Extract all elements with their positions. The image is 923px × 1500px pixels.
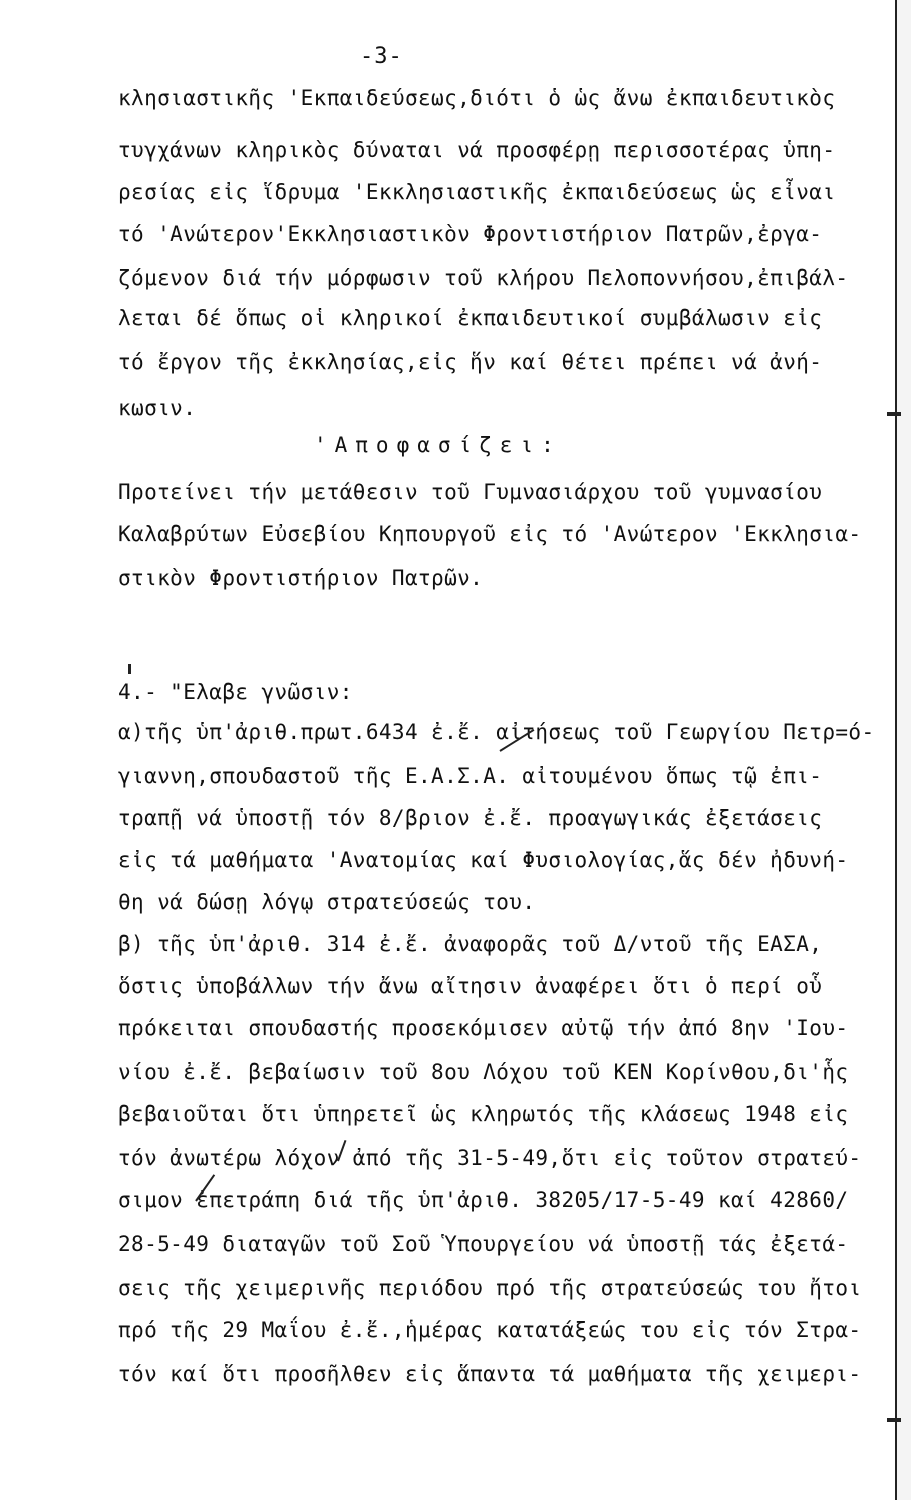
text-line: γιαννη,σπουδαστοῦ τῆς Ε.Α.Σ.Α. αἰτουμένου ὅπως τῷ ἐπι- bbox=[118, 764, 823, 788]
text-line: 4.- "Ελαβε γνῶσιν: bbox=[118, 680, 353, 704]
text-line: Καλαβρύτων Εὐσεβίου Κηπουργοῦ εἰς τό 'Ανώτερον 'Εκκλησια- bbox=[118, 522, 862, 546]
text-line: βεβαιοῦται ὅτι ὑπηρετεῖ ὡς κληρωτός τῆς κλάσεως 1948 εἰς bbox=[118, 1102, 849, 1126]
text-line: τόν καί ὅτι προσῆλθεν εἰς ἅπαντα τά μαθήματα τῆς χειμερι- bbox=[118, 1362, 862, 1386]
text-line: κλησιαστικῆς 'Εκπαιδεύσεως,διότι ὁ ὡς ἄνω ἐκπαιδευτικὸς bbox=[118, 86, 836, 110]
text-line: νίου ἐ.ἔ. βεβαίωσιν τοῦ 8ου Λόχου τοῦ ΚΕΝ Κορίνθου,δι'ἧς bbox=[118, 1060, 849, 1084]
text-line: πρό τῆς 29 Μαΐου ἐ.ἔ.,ἡμέρας κατατάξεώς του εἰς τόν Στρα- bbox=[118, 1318, 862, 1342]
text-line: θη νά δώσῃ λόγῳ στρατεύσεώς του. bbox=[118, 890, 536, 914]
text-line: β) τῆς ὑπ'ἀριθ. 314 ἐ.ἔ. ἀναφορᾶς τοῦ Δ/ντοῦ τῆς ΕΑΣΑ, bbox=[118, 932, 823, 956]
text-line: ζόμενον διά τήν μόρφωσιν τοῦ κλήρου Πελοποννήσου,ἐπιβάλ- bbox=[118, 266, 849, 290]
decision-heading: 'Αποφασίζει: bbox=[314, 433, 562, 457]
margin-mark bbox=[887, 1418, 901, 1422]
margin-mark bbox=[887, 412, 901, 416]
text-line: εἰς τά μαθήματα 'Ανατομίας καί Φυσιολογίας,ἅς δέν ἠδυνή- bbox=[118, 848, 849, 872]
text-line: 28-5-49 διαταγῶν τοῦ Σοῦ Ὑπουργείου νά ὑποστῇ τάς ἐξετά- bbox=[118, 1232, 849, 1256]
text-line: α)τῆς ὑπ'ἀριθ.πρωτ.6434 ἐ.ἔ. αἰτήσεως τοῦ Γεωργίου Πετρ=ό- bbox=[118, 720, 875, 744]
text-line: λεται δέ ὅπως οἱ κληρικοί ἐκπαιδευτικοί συμβάλωσιν εἰς bbox=[118, 306, 823, 330]
page-edge bbox=[895, 0, 911, 1500]
text-line: τόν ἀνωτέρω λόχον ἀπό τῆς 31-5-49,ὅτι εἰς τοῦτον στρατεύ- bbox=[118, 1146, 862, 1170]
ink-mark bbox=[128, 664, 131, 674]
text-line: τυγχάνων κληρικὸς δύναται νά προσφέρῃ περισσοτέρας ὑπη- bbox=[118, 138, 836, 162]
text-line: τό 'Ανώτερον'Εκκλησιαστικὸν Φροντιστήριον Πατρῶν,ἐργα- bbox=[118, 222, 823, 246]
text-line: σιμον ἐπετράπη διά τῆς ὑπ'ἀριθ. 38205/17-5-49 καί 42860/ bbox=[118, 1188, 849, 1212]
text-line: πρόκειται σπουδαστής προσεκόμισεν αὐτῷ τήν ἀπό 8ην 'Ιου- bbox=[118, 1016, 849, 1040]
text-line: ρεσίας εἰς ἵδρυμα 'Εκκλησιαστικῆς ἐκπαιδεύσεως ὡς εἶναι bbox=[118, 180, 836, 204]
text-line: κωσιν. bbox=[118, 396, 197, 420]
text-line: σεις τῆς χειμερινῆς περιόδου πρό τῆς στρατεύσεώς του ἤτοι bbox=[118, 1276, 862, 1300]
text-line: ὅστις ὑποβάλλων τήν ἄνω αἴτησιν ἀναφέρει ὅτι ὁ περί οὗ bbox=[118, 974, 823, 998]
page-number: -3- bbox=[360, 44, 403, 69]
text-line: Προτείνει τήν μετάθεσιν τοῦ Γυμνασιάρχου τοῦ γυμνασίου bbox=[118, 480, 823, 504]
text-line: τραπῇ νά ὑποστῇ τόν 8/βριον ἐ.ἔ. προαγωγικάς ἐξετάσεις bbox=[118, 806, 823, 830]
text-line: τό ἔργον τῆς ἐκκλησίας,εἰς ἥν καί θέτει πρέπει νά ἀνή- bbox=[118, 350, 823, 374]
text-line: στικὸν Φροντιστήριον Πατρῶν. bbox=[118, 566, 484, 590]
